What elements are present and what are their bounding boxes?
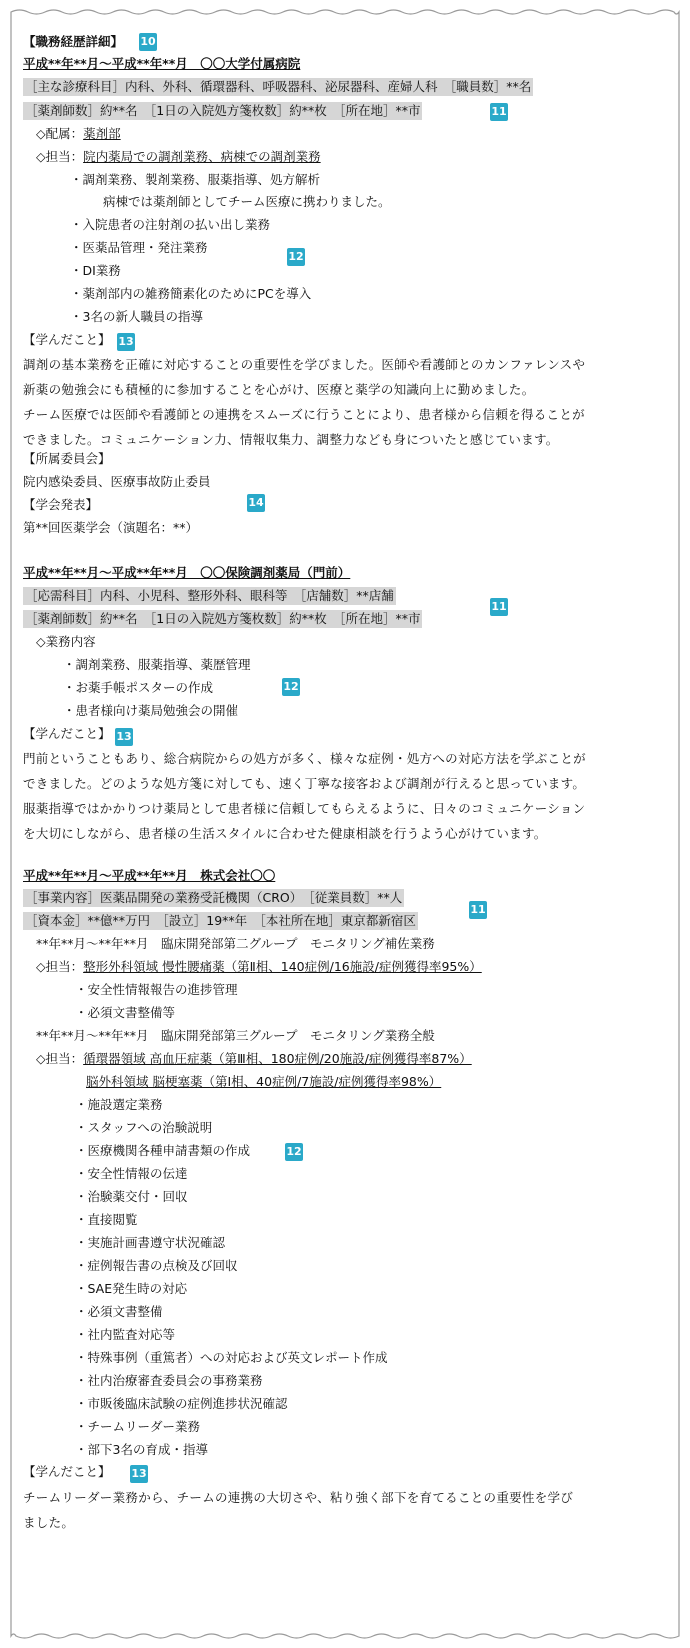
s3-item: ・安全性情報報告の進捗管理 xyxy=(75,982,238,997)
s3-task-item: ・安全性情報の伝達 xyxy=(75,1166,188,1181)
s1-item: ・薬剤部内の雑務簡素化のためにPCを導入 xyxy=(70,286,312,301)
s2-title: 平成**年**月～平成**年**月 〇〇保険調剤薬局（門前） xyxy=(23,565,351,580)
s3-duty1: ◇担当：整形外科領域 慢性腰痛薬（第Ⅱ相、140症例/16施設/症例獲得率95%） xyxy=(36,959,482,974)
badge-14: 14 xyxy=(247,494,265,512)
s3-task-item: ・社内治療審査委員会の事務業務 xyxy=(75,1373,263,1388)
badge-10: 10 xyxy=(139,33,157,51)
s1-item: ・入院患者の注射剤の払い出し業務 xyxy=(70,217,271,232)
s1-item: ・医薬品管理・発注業務 xyxy=(70,240,208,255)
s3-learned-text: チームリーダー業務から、チームの連携の大切さや、粘り強く部下を育てることの重要性を学び ました。 xyxy=(23,1490,574,1530)
s3-item: ・必須文書整備等 xyxy=(75,1005,176,1020)
s3-task-item: ・直接閲覧 xyxy=(75,1212,138,1227)
badge-13: 13 xyxy=(130,1465,148,1483)
badge-12: 12 xyxy=(285,1143,303,1161)
s1-item: ・調剤業務、製剤業務、服薬指導、処方解析 xyxy=(70,172,321,187)
s1-duty: ◇担当：院内薬局での調剤業務、病棟での調剤業務 xyxy=(36,149,321,164)
badge-13: 13 xyxy=(117,333,135,351)
s3-task-item: ・症例報告書の点検及び回収 xyxy=(75,1258,238,1273)
badge-11: 11 xyxy=(490,598,508,616)
s3-task-item: ・チームリーダー業務 xyxy=(75,1419,201,1434)
s3-title: 平成**年**月～平成**年**月 株式会社〇〇 xyxy=(23,868,276,883)
s3-task-item: ・治験薬交付・回収 xyxy=(75,1189,188,1204)
s1-title: 平成**年**月～平成**年**月 〇〇大学付属病院 xyxy=(23,56,301,71)
s1-item: 病棟では薬剤師としてチーム医療に携わりました。 xyxy=(103,194,391,209)
s3-task-item: ・医療機関各種申請書類の作成 xyxy=(75,1143,251,1158)
s3-task-item: ・SAE発生時の対応 xyxy=(75,1281,188,1296)
s3-duty2b: 脳外科領域 脳梗塞薬（第Ⅰ相、40症例/7施設/症例獲得率98%） xyxy=(86,1074,442,1089)
s2-item: ・患者様向け薬局勉強会の開催 xyxy=(63,703,239,718)
badge-11: 11 xyxy=(469,901,487,919)
s1-learned-text: 調剤の基本業務を正確に対応することの重要性を学びました。医師や看護師とのカンファレンスや 新薬の勉強会にも積極的に参加することを心がけ、医療と薬学の知識向上に勤めました。 チーム医療では医師や看護師との連携をスムーズに行うことにより、患者様から信頼を得ることが できました。コミュニケーション力、情報収集力、調整力なども身についたと感じています。 xyxy=(23,357,586,447)
s1-info2: ［薬剤師数］約**名 ［1日の入院処方箋枚数］約**枚 ［所在地］**市 xyxy=(25,103,421,118)
badge-12: 12 xyxy=(287,248,305,266)
s2-item: ・調剤業務、服薬指導、薬歴管理 xyxy=(63,657,251,672)
s1-learned-label: 【学んだこと】 xyxy=(23,332,111,347)
s3-task-item: ・実施計画書遵守状況確認 xyxy=(75,1235,226,1250)
badge-11: 11 xyxy=(490,103,508,121)
s1-committee: 院内感染委員、医療事故防止委員 xyxy=(23,474,211,489)
s2-info2: ［薬剤師数］約**名 ［1日の入院処方箋枚数］約**枚 ［所在地］**市 xyxy=(25,611,421,626)
s3-task-item: ・施設選定業務 xyxy=(75,1097,163,1112)
s1-committee-label: 【所属委員会】 xyxy=(23,451,111,466)
s3-task-item: ・社内監査対応等 xyxy=(75,1327,176,1342)
s3-period2: **年**月～**年**月 臨床開発部第三グループ モニタリング業務全般 xyxy=(36,1028,435,1043)
s3-task-item: ・必須文書整備 xyxy=(75,1304,163,1319)
s2-duty-label: ◇業務内容 xyxy=(36,634,96,649)
s2-info1: ［応需科目］内科、小児科、整形外科、眼科等 ［店舗数］**店舗 xyxy=(25,588,394,603)
s3-task-item: ・部下3名の育成・指導 xyxy=(75,1442,208,1457)
s1-info1: ［主な診療科目］内科、外科、循環器科、呼吸器科、泌尿器科、産婦人科 ［職員数］**名 xyxy=(25,79,532,94)
s3-learned-label: 【学んだこと】 xyxy=(23,1464,111,1479)
s1-item: ・3名の新人職員の指導 xyxy=(70,309,203,324)
s3-task-item: ・市販後臨床試験の症例進捗状況確認 xyxy=(75,1396,288,1411)
section-header: 【職務経歴詳細】 xyxy=(23,34,124,49)
s2-item: ・お薬手帳ポスターの作成 xyxy=(63,680,214,695)
s3-task-item: ・特殊事例（重篤者）への対応および英文レポート作成 xyxy=(75,1350,388,1365)
s3-info2: ［資本金］**億**万円 ［設立］19**年 ［本社所在地］東京都新宿区 xyxy=(25,913,416,928)
s3-period1: **年**月～**年**月 臨床開発部第二グループ モニタリング補佐業務 xyxy=(36,936,435,951)
badge-13: 13 xyxy=(115,728,133,746)
s1-pres-label: 【学会発表】 xyxy=(23,497,99,512)
s1-dept: ◇配属：薬剤部 xyxy=(36,126,121,141)
s1-item: ・DI業務 xyxy=(70,263,121,278)
s2-learned-label: 【学んだこと】 xyxy=(23,726,111,741)
s3-task-item: ・スタッフへの治験説明 xyxy=(75,1120,213,1135)
s1-pres: 第**回医薬学会（演題名：**） xyxy=(23,520,199,535)
s3-info1: ［事業内容］医薬品開発の業務受託機関（CRO） ［従業員数］**人 xyxy=(25,890,403,905)
s2-learned-text: 門前ということもあり、総合病院からの処方が多く、様々な症例・処方への対応方法を学ぶことが できました。どのような処方箋に対しても、速く丁寧な接客および調剤が行えると思っています。 服薬指導ではかかりつけ薬局として患者様に信頼してもらえるように、日々のコミュニケーション を大切にしながら、患者様の生活スタイルに合わせた健康相談を行うよう心がけています。 xyxy=(23,751,586,841)
badge-12: 12 xyxy=(282,678,300,696)
s3-duty2: ◇担当：循環器領域 高血圧症薬（第Ⅲ相、180症例/20施設/症例獲得率87%） xyxy=(36,1051,472,1066)
